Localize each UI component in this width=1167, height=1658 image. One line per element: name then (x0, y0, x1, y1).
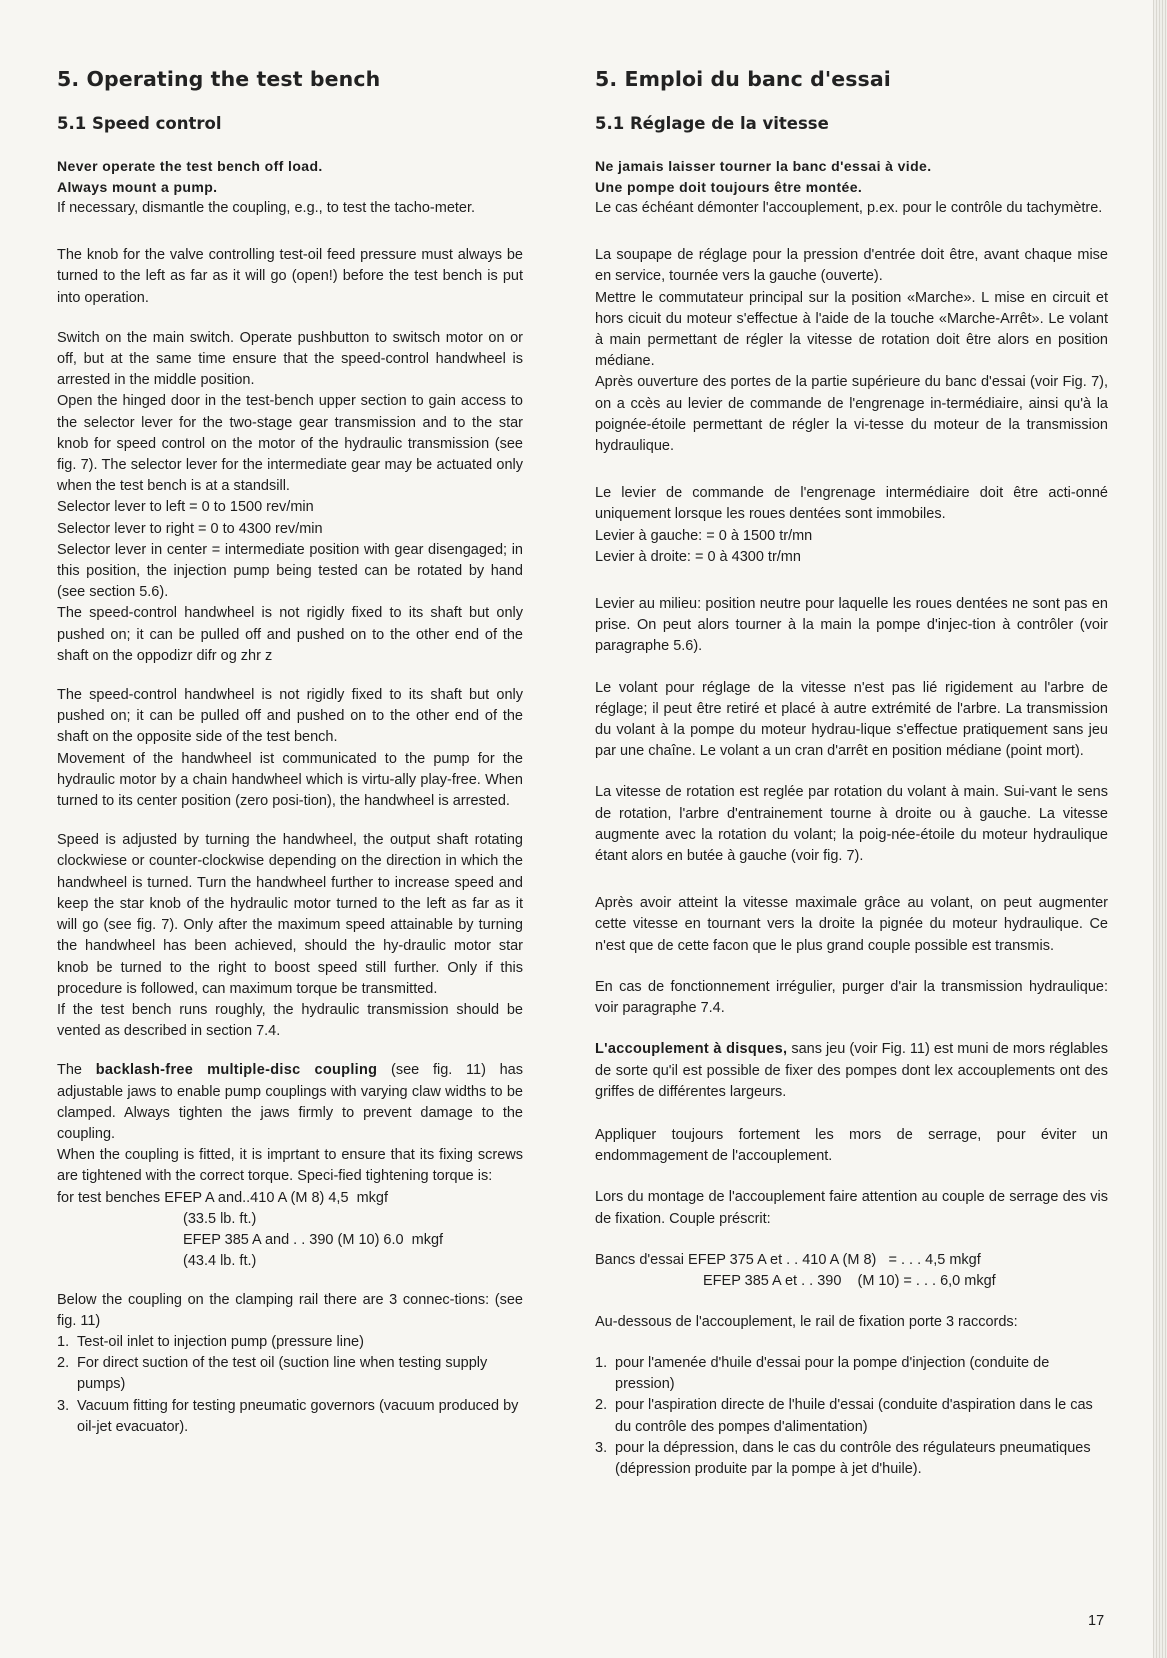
english-torque-line-3: EFEP 385 A and . . 390 (M 10) 6.0 mkgf (183, 1231, 444, 1248)
english-speed-paragraph: Speed is adjusted by turning the handwheel, the output shaft rotating clockwiese or counter-clockwise depending on the direction in which the handwheel is turned. Turn the handwheel further to increase speed and keep the star knob of the hydraulic motor turned to the left as far as it will go (see fig. 7). Only after the maximum speed attainable by turning the handwheel has been achieved, should the hy-draulic motor star knob be turned to the right to boost speed still further. Only if this procedure is followed, can maximum torque be transmitted. (57, 832, 523, 997)
french-soupape-paragraph: La soupape de réglage pour la pression d'entrée doit être, avant chaque mise en service, tournée vers la gauche (ouverte). (595, 247, 1108, 285)
english-connections-list (57, 1332, 523, 1438)
english-selector-right: Selector lever to right = 0 to 4300 rev/min (57, 520, 323, 537)
list-number: 1. (57, 1333, 70, 1350)
list-text: For direct suction of the test oil (suction line when testing supply pumps) (77, 1355, 488, 1393)
english-coupling-pre: The (57, 1062, 96, 1079)
list-item (57, 1396, 523, 1438)
french-montage-paragraph: Lors du montage de l'accouplement faire attention au couple de serrage des vis de fixation. Couple préscrit: (595, 1189, 1108, 1227)
english-coupling-post: (see fig. 11) has adjustable jaws to enable pump couplings with varying claw widths to be clamped. Always tighten the jaws firmly to prevent damage to the coupling. (57, 1062, 523, 1142)
list-item (595, 1353, 1108, 1395)
english-subheading: 5.1 Speed control (57, 114, 222, 133)
list-text: pour l'aspiration directe de l'huile d'essai (conduite d'aspiration dans le cas du contrôle des pompes d'alimentation) (615, 1397, 1093, 1435)
english-heading: 5. Operating the test bench (57, 67, 381, 91)
english-movement-paragraph: Movement of the handwheel ist communicated to the pump for the hydraulic motor by a chain handwheel which is virtu-ally play-free. When turned to its center position (zero posi-tion), the handwheel is arrested. (57, 750, 523, 810)
french-apres-paragraph: Après avoir atteint la vitesse maximale grâce au volant, on peut augmenter cette vitesse en tournant vers la droite la pignée du moteur hydraulique. Ce n'est que de cette facon que le plus grand couple possible est transmis. (595, 895, 1108, 954)
french-accouplement-bold: L'accouplement à disques, (595, 1041, 788, 1058)
list-text: Test-oil inlet to injection pump (pressure line) (77, 1333, 364, 1350)
english-switch-paragraph: Switch on the main switch. Operate pushbutton to switsch motor on or off, but at the same time ensure that the speed-control handwheel is arrested in the middle position. (57, 329, 523, 389)
english-torque-paragraph: When the coupling is fitted, it is imprtant to ensure that its fixing screws are tightened with the correct torque. Speci-fied tightening torque is: (57, 1147, 523, 1185)
list-text: pour l'amenée d'huile d'essai pour la pompe d'injection (conduite de pression) (615, 1354, 1050, 1393)
french-raccords-list (595, 1353, 1108, 1480)
french-warning-2: Une pompe doit toujours être montée. (595, 179, 863, 195)
english-venting-paragraph: If the test bench runs roughly, the hydraulic transmission should be vented as described in section 7.4. (57, 1001, 523, 1040)
french-audessous-paragraph: Au-dessous de l'accouplement, le rail de fixation porte 3 raccords: (595, 1313, 1018, 1330)
english-intro: If necessary, dismantle the coupling, e.g., to test the tacho-meter. (57, 200, 476, 216)
french-irregulier-paragraph: En cas de fonctionnement irrégulier, purger d'air la transmission hydraulique: voir paragraphe 7.4. (595, 978, 1108, 1017)
english-selector-left: Selector lever to left = 0 to 1500 rev/min (57, 499, 314, 516)
french-accouplement-paragraph (595, 1039, 1108, 1103)
french-warning-1: Ne jamais laisser tourner la banc d'essai à vide. (595, 158, 932, 174)
french-appliquer-paragraph: Appliquer toujours fortement les mors de serrage, pour éviter un endommagement de l'accouplement. (595, 1126, 1108, 1165)
french-levier-paragraph: Le levier de commande de l'engrenage intermédiaire doit être acti-onné uniquement lorsque les roues dentées sont immobiles. (595, 485, 1108, 523)
page-number: 17 (1088, 1613, 1105, 1629)
english-coupling-bold: backlash-free multiple-disc coupling (95, 1062, 378, 1079)
english-door-paragraph: Open the hinged door in the test-bench upper section to gain access to the selector lever for the two-stage gear transmission and to the star knob for speed control on the motor of the hydraulic transmission (see fig. 7). The selector lever for the intermediate gear may be actuated only when the test bench is at a standsill. (57, 393, 523, 495)
list-number: 2. (595, 1397, 608, 1414)
french-bancs-line-2: EFEP 385 A et . . 390 (M 10) = . . . 6,0 mkgf (703, 1272, 996, 1289)
english-handwheel-paragraph: The speed-control handwheel is not rigidly fixed to its shaft but only pushed on; it can be pulled off and pushed on to the other end of the shaft on the opposite side of the test bench. (57, 687, 523, 746)
english-knob-paragraph: The knob for the valve controlling test-oil feed pressure must always be turned to the left as far as it will go (open!) before the test bench is put into operation. (57, 247, 523, 306)
list-text: Vacuum fitting for testing pneumatic governors (vacuum produced by oil-jet evacuator). (77, 1397, 519, 1435)
list-item (595, 1395, 1108, 1437)
french-levier-gauche: Levier à gauche: = 0 à 1500 tr/mn (595, 527, 813, 544)
french-subheading: 5.1 Réglage de la vitesse (595, 114, 829, 133)
english-torque-line-4: (43.4 lb. ft.) (183, 1252, 257, 1269)
book-spine (1153, 0, 1167, 1658)
list-number: 2. (57, 1355, 70, 1372)
french-intro: Le cas échéant démonter l'accouplement, p.ex. pour le contrôle du tachymètre. (595, 200, 1103, 216)
english-column (57, 64, 523, 1438)
english-torque-line-1: for test benches EFEP A and..410 A (M 8) 4,5 mkgf (57, 1189, 389, 1206)
english-handwheel-note: The speed-control handwheel is not rigidly fixed to its shaft but only pushed on; it can be pulled off and pushed on to the other end of the shaft on the oppodizr difr og zhr z (57, 605, 523, 664)
list-text: pour la dépression, dans le cas du contrôle des régulateurs pneumatiques (dépression produite par la pompe à jet d'huile). (615, 1439, 1091, 1477)
french-levier-droite: Levier à droite: = 0 à 4300 tr/mn (595, 548, 801, 565)
list-number: 1. (595, 1354, 608, 1371)
english-warning-2: Always mount a pump. (57, 179, 218, 195)
french-milieu-paragraph: Levier au milieu: position neutre pour laquelle les roues dentées ne sont pas en prise. On peut alors tourner à la main la pompe d'injec-tion à contrôler (voir paragraphe 5.6). (595, 596, 1108, 655)
french-column (595, 64, 1108, 1480)
list-number: 3. (57, 1397, 70, 1414)
french-volant-paragraph: Le volant pour réglage de la vitesse n'est pas lié rigidement au l'arbre de réglage; il peut être retiré et placé à autre extrémité de l'arbre. La transmission du volant à la pompe du moteur hydrau-lique s'effectue pratiquement sans jeu par une chaîne. Le volant a un cran d'arrêt en position médiane (point mort). (595, 679, 1108, 760)
english-selector-center: Selector lever in center = intermediate position with gear disengaged; in this position, the injection pump being tested can be rotated by hand (see section 5.6). (57, 541, 523, 601)
list-item (57, 1332, 523, 1353)
english-connections-paragraph: Below the coupling on the clamping rail there are 3 connec-tions: (see fig. 11) (57, 1291, 523, 1329)
list-item (595, 1438, 1108, 1480)
french-portes-paragraph: Après ouverture des portes de la partie supérieure du banc d'essai (voir Fig. 7), on a ccès au levier de commande de l'engrenage in-termédiaire, ainsi qu'à la poignée-étoile permettant de régler la vi-tesse du moteur de la transmission hydraulique. (595, 374, 1108, 455)
french-commutateur-paragraph: Mettre le commutateur principal sur la position «Marche». L mise en circuit et hors cicuit du moteur s'effectue à l'aide de la touche «Marche-Arrêt». Le volant à main permettant de régler la vitesse de rotation doit être alors en position médiane. (595, 289, 1108, 370)
english-coupling-paragraph (57, 1060, 523, 1145)
french-heading: 5. Emploi du banc d'essai (595, 67, 891, 91)
english-warning-1: Never operate the test bench off load. (57, 158, 323, 174)
french-rotation-paragraph: La vitesse de rotation est reglée par rotation du volant à main. Sui-vant le sens de rotation, l'arbre d'entrainement tourne à droite ou à gauche. La vitesse augmente avec la rotation du volant; la poig-née-étoile du moteur hydraulique étant alors en butée à gauche (voir fig. 7). (595, 784, 1108, 865)
list-item (57, 1353, 523, 1395)
french-bancs-line-1: Bancs d'essai EFEP 375 A et . . 410 A (M 8) = . . . 4,5 mkgf (595, 1251, 981, 1268)
french-accouplement-post: sans jeu (voir Fig. 11) est muni de mors réglables de sorte qu'il est possible de fixer des pompes dont lex accouplements ont des griffes de différentes largeurs. (595, 1041, 1108, 1100)
english-torque-line-2: (33.5 lb. ft.) (183, 1210, 257, 1227)
list-number: 3. (595, 1439, 608, 1456)
